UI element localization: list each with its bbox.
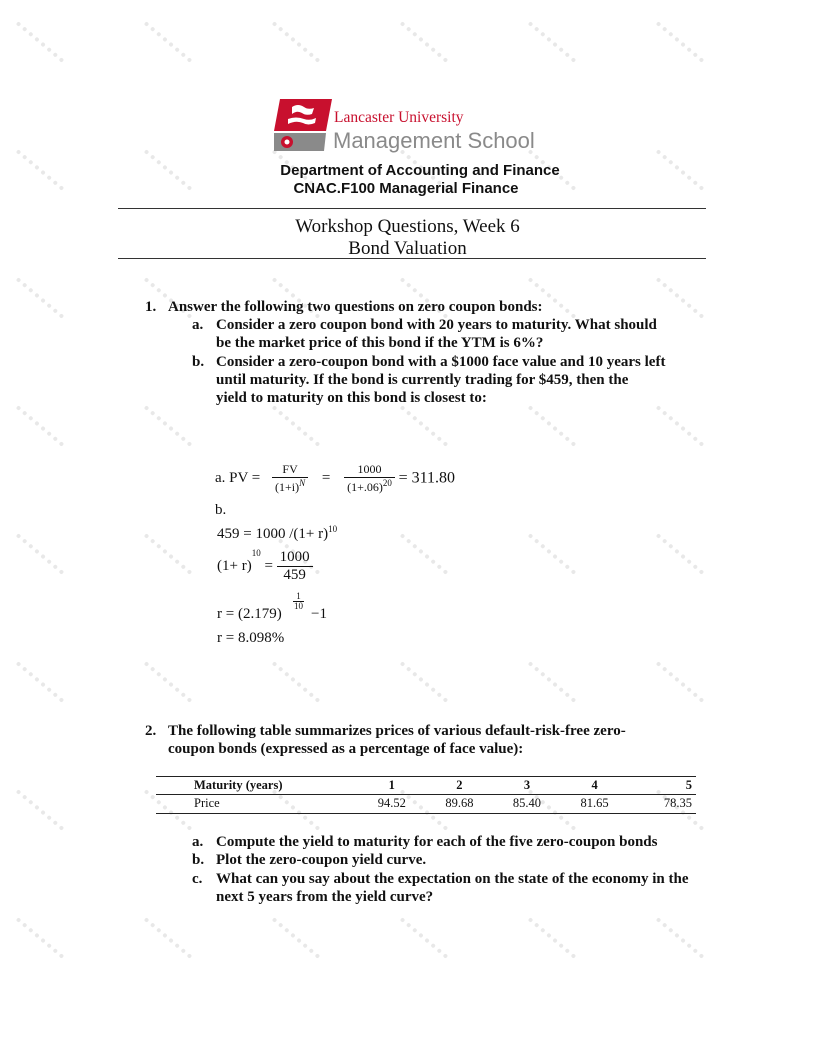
price-table: [156, 777, 696, 812]
q2-part-b-label: b.: [192, 852, 205, 868]
watermark-mark: [16, 661, 65, 703]
pv-denominator: [272, 478, 308, 495]
solution-b-line1: [217, 524, 337, 543]
watermark-mark: [656, 277, 705, 319]
watermark-mark: [16, 533, 65, 575]
solution-b-exp-den: 10: [294, 601, 303, 611]
watermark-mark: [16, 21, 65, 63]
q2-part-b-line1: Plot the zero-coupon yield curve.: [216, 852, 427, 868]
watermark-mark: [656, 533, 705, 575]
table-row: [156, 795, 696, 813]
solution-b-exp-num: 1: [293, 592, 304, 602]
watermark-mark: [272, 661, 321, 703]
pv-value-den-exp: 20: [382, 478, 392, 488]
solution-b-label: b.: [215, 502, 227, 518]
solution-b-line1-text: 459 = 1000 /(1+ r): [217, 526, 329, 542]
watermark-mark: [656, 661, 705, 703]
q2-number: 2.: [145, 723, 157, 739]
watermark-mark: [656, 405, 705, 447]
solution-a-eq: =: [321, 470, 331, 486]
page-title: Workshop Questions, Week 6: [295, 216, 520, 237]
watermark-mark: [400, 21, 449, 63]
watermark-mark: [144, 661, 193, 703]
table-cell: 89.68: [426, 795, 494, 813]
watermark-mark: [400, 661, 449, 703]
table-header-cell: 4: [591, 778, 598, 792]
solution-a-result: = 311.80: [398, 469, 456, 487]
logo-crest-icon: [274, 99, 332, 151]
watermark-mark: [144, 21, 193, 63]
watermark-mark: [272, 405, 321, 447]
table-bottom-rule: [156, 813, 696, 814]
q1-part-b-line1: Consider a zero-coupon bond with a $1000 face value and 10 years left: [216, 354, 666, 370]
watermark-mark: [400, 405, 449, 447]
q2-prompt-line1: The following table summarizes prices of various default-risk-free zero-: [168, 723, 626, 739]
watermark-mark: [16, 917, 65, 959]
q1-part-b-line2: until maturity. If the bond is currently trading for $459, then the: [216, 372, 629, 388]
q1-part-b-line3: yield to maturity on this bond is closest to:: [216, 390, 487, 406]
solution-b-fraction: [277, 549, 313, 584]
watermark-mark: [528, 533, 577, 575]
watermark-mark: [400, 917, 449, 959]
watermark-mark: [272, 21, 321, 63]
table-header-row: [156, 777, 696, 795]
logo-line-1: Lancaster University: [334, 109, 464, 126]
q2-part-c-line1: What can you say about the expectation on the state of the economy in the: [216, 871, 689, 887]
table-header-cell: 5: [685, 778, 692, 792]
table-header-cell: 2: [456, 778, 463, 792]
university-logo: [274, 99, 554, 155]
watermark-mark: [144, 917, 193, 959]
q1-part-a-line2: be the market price of this bond if the YTM is 6%?: [216, 335, 544, 351]
watermark-mark: [656, 21, 705, 63]
watermark-mark: [272, 917, 321, 959]
q1-part-a-label: a.: [192, 317, 204, 333]
table-cell: 81.65: [561, 795, 629, 813]
bottom-rule: [118, 258, 706, 259]
solution-a: [215, 462, 455, 495]
pv-value-den-base: (1+.06): [347, 480, 383, 494]
pv-value-numerator: 1000: [344, 462, 395, 478]
watermark-mark: [528, 661, 577, 703]
q2-part-a-label: a.: [192, 834, 204, 850]
watermark-mark: [528, 917, 577, 959]
table-header-cell: 3: [523, 778, 531, 792]
table-cell: 78.35: [628, 795, 696, 813]
logo-line-2: Management School: [333, 128, 535, 153]
watermark-mark: [656, 917, 705, 959]
pv-value-fraction: [344, 462, 395, 495]
solution-b-line3-exponent: [293, 592, 304, 611]
solution-b-line4: r = 8.098%: [217, 630, 285, 646]
pv-numerator: FV: [272, 462, 308, 478]
pv-value-denominator: [344, 478, 395, 495]
table-cell: Price: [156, 795, 358, 813]
watermark-mark: [144, 533, 193, 575]
top-rule: [118, 208, 706, 209]
q2-prompt-line2: coupon bonds (expressed as a percentage of face value):: [168, 741, 524, 757]
table-cell: 85.40: [493, 795, 561, 813]
solution-b-line3-minus: −1: [311, 606, 327, 622]
q2-part-a-line1: Compute the yield to maturity for each of the five zero-coupon bonds: [216, 834, 658, 850]
q1-number: 1.: [145, 299, 157, 315]
table-header-cell: Maturity (years): [194, 778, 283, 792]
q1-part-b-label: b.: [192, 354, 205, 370]
watermark-mark: [144, 405, 193, 447]
watermark-mark: [16, 277, 65, 319]
watermark-mark: [528, 21, 577, 63]
table-header-cell: 1: [388, 778, 395, 792]
q1-part-a-line1: Consider a zero coupon bond with 20 years to maturity. What should: [216, 317, 657, 333]
solution-b-line3-base: r = (2.179): [217, 606, 282, 622]
page-subtitle: Bond Valuation: [348, 238, 467, 259]
watermark-mark: [16, 405, 65, 447]
q1-prompt: Answer the following two questions on zero coupon bonds:: [168, 299, 543, 315]
solution-b-line2: [217, 548, 313, 584]
solution-b-line2-base: (1+ r): [217, 558, 252, 575]
pv-formula-fraction: [272, 462, 308, 495]
department-name: Department of Accounting and Finance: [280, 162, 560, 179]
pv-den-exp: N: [299, 478, 306, 488]
watermark-mark: [400, 533, 449, 575]
solution-a-label: a. PV =: [215, 470, 261, 486]
solution-b-frac-num: 1000: [277, 549, 313, 567]
solution-b-line2-exp: 10: [251, 548, 261, 558]
watermark-mark: [528, 405, 577, 447]
q2-part-c-line2: next 5 years from the yield curve?: [216, 889, 434, 905]
solution-b-line2-eq: =: [264, 558, 273, 575]
course-code: CNAC.F100 Managerial Finance: [293, 180, 519, 197]
watermark-mark: [16, 789, 65, 831]
table-cell: 94.52: [358, 795, 426, 813]
solution-b-frac-den: 459: [283, 567, 306, 584]
solution-b-line1-exp: 10: [328, 524, 338, 534]
q2-part-c-label: c.: [192, 871, 203, 887]
pv-den-base: (1+i): [275, 480, 300, 494]
